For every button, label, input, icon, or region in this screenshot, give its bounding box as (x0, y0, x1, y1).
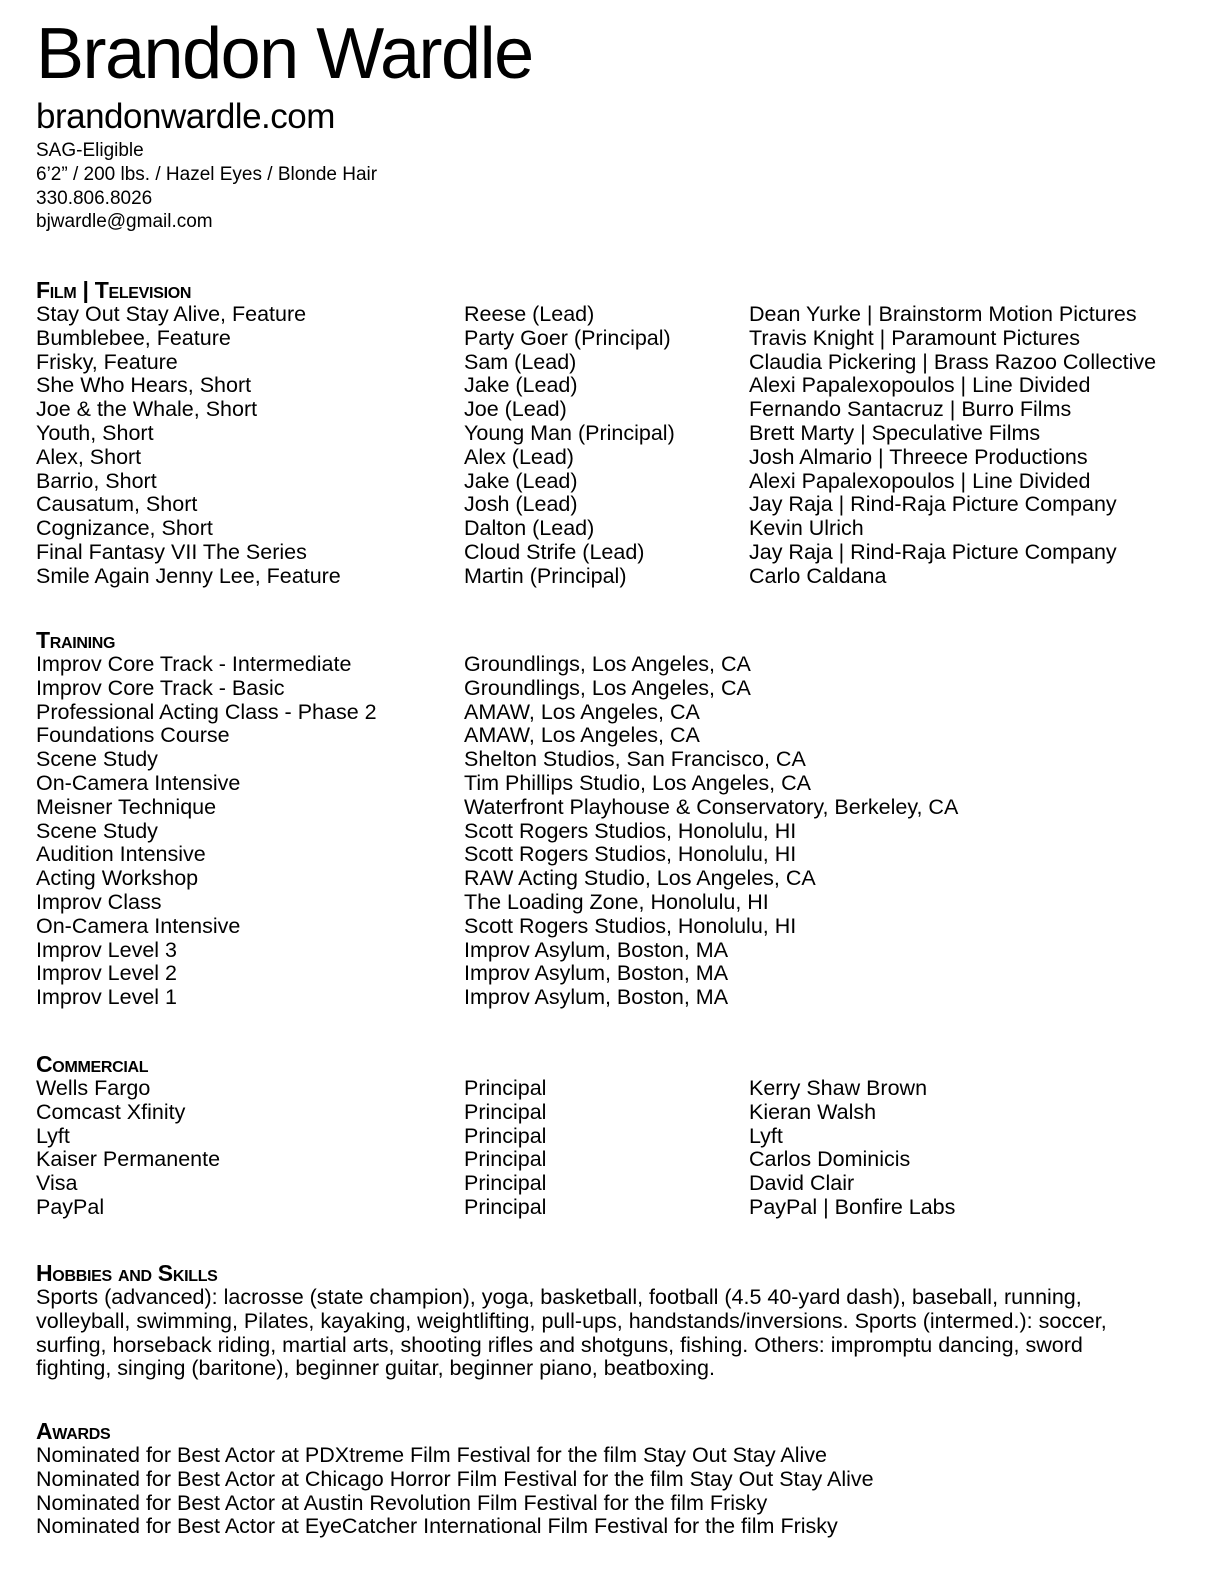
physical-stats: 6’2” / 200 lbs. / Hazel Eyes / Blonde Hair (36, 163, 378, 185)
commercial-credit-row (36, 1077, 1196, 1101)
film-credit-row (36, 565, 1196, 589)
detail-cell: Party Goer (Principal) (464, 325, 671, 350)
title-cell: Barrio, Short (36, 468, 157, 493)
title-cell: Lyft (36, 1123, 70, 1148)
title-cell: Kaiser Permanente (36, 1147, 221, 1172)
commercial-section (36, 1051, 1196, 1220)
training-row (36, 724, 1196, 748)
detail-cell: Groundlings, Los Angeles, CA (464, 675, 751, 700)
film-television-heading: Film | Television (36, 277, 192, 303)
training-row (36, 986, 1196, 1010)
credit-cell: Carlo Caldana (749, 563, 887, 588)
awards-heading: Awards (36, 1418, 111, 1444)
detail-cell: Principal (464, 1147, 547, 1172)
contact-block (36, 139, 377, 234)
detail-cell: The Loading Zone, Honolulu, HI (464, 889, 769, 914)
detail-cell: Jake (Lead) (464, 468, 578, 493)
training-row (36, 843, 1196, 867)
title-cell: Scene Study (36, 818, 158, 843)
title-cell: Improv Core Track - Intermediate (36, 652, 352, 676)
detail-cell: RAW Acting Studio, Los Angeles, CA (464, 866, 816, 891)
training-row (36, 772, 1196, 796)
credit-cell: Josh Almario | Threece Productions (749, 444, 1088, 469)
detail-cell: Tim Phillips Studio, Los Angeles, CA (464, 770, 811, 795)
credit-cell: Claudia Pickering | Brass Razoo Collective (749, 349, 1157, 374)
title-cell: Final Fantasy VII The Series (36, 539, 307, 564)
commercial-credit-row (36, 1125, 1196, 1149)
title-cell: Improv Level 3 (36, 937, 178, 962)
detail-cell: Scott Rogers Studios, Honolulu, HI (464, 842, 797, 867)
award-item: Nominated for Best Actor at EyeCatcher International Film Festival for the film Frisky (36, 1514, 838, 1539)
detail-cell: Dalton (Lead) (464, 516, 595, 541)
phone-number: 330.806.8026 (36, 187, 153, 209)
credit-cell: PayPal | Bonfire Labs (749, 1194, 956, 1219)
title-cell: Professional Acting Class - Phase 2 (36, 699, 377, 724)
detail-cell: Joe (Lead) (464, 397, 567, 422)
detail-cell: Improv Asylum, Boston, MA (464, 985, 729, 1010)
film-credit-row (36, 351, 1196, 375)
actor-name: Brandon Wardle (36, 14, 533, 94)
title-cell: Bumblebee, Feature (36, 325, 231, 350)
title-cell: Foundations Course (36, 723, 230, 748)
credit-cell: Kerry Shaw Brown (749, 1076, 928, 1100)
detail-cell: Martin (Principal) (464, 563, 627, 588)
title-cell: Scene Study (36, 747, 158, 772)
film-credit-row (36, 422, 1196, 446)
title-cell: Improv Core Track - Basic (36, 675, 285, 700)
training-heading: Training (36, 627, 116, 653)
training-row (36, 748, 1196, 772)
email-address: bjwardle@gmail.com (36, 211, 213, 233)
training-row (36, 677, 1196, 701)
training-row (36, 796, 1196, 820)
credit-cell: Alexi Papalexopoulos | Line Divided (749, 468, 1091, 493)
title-cell: Stay Out Stay Alive, Feature (36, 302, 307, 326)
film-television-section (36, 277, 1196, 589)
hobbies-skills-heading: Hobbies and Skills (36, 1260, 218, 1286)
title-cell: PayPal (36, 1194, 105, 1219)
title-cell: Audition Intensive (36, 842, 206, 867)
detail-cell: Cloud Strife (Lead) (464, 539, 645, 564)
detail-cell: Principal (464, 1076, 547, 1100)
title-cell: Visa (36, 1171, 78, 1196)
training-section (36, 627, 1196, 1010)
award-item: Nominated for Best Actor at Austin Revolution Film Festival for the film Frisky (36, 1490, 768, 1515)
detail-cell: Principal (464, 1123, 547, 1148)
title-cell: Cognizance, Short (36, 516, 213, 541)
detail-cell: Jake (Lead) (464, 373, 578, 398)
detail-cell: Scott Rogers Studios, Honolulu, HI (464, 818, 797, 843)
training-row (36, 653, 1196, 677)
title-cell: Improv Level 1 (36, 985, 178, 1010)
detail-cell: Principal (464, 1099, 547, 1124)
training-row (36, 891, 1196, 915)
training-row (36, 867, 1196, 891)
training-row (36, 915, 1196, 939)
film-credit-row (36, 493, 1196, 517)
detail-cell: Improv Asylum, Boston, MA (464, 937, 729, 962)
title-cell: Improv Level 2 (36, 961, 178, 986)
credit-cell: Brett Marty | Speculative Films (749, 420, 1041, 445)
detail-cell: Principal (464, 1194, 547, 1219)
training-row (36, 939, 1196, 963)
title-cell: On-Camera Intensive (36, 913, 241, 938)
commercial-credit-row (36, 1196, 1196, 1220)
film-credit-row (36, 470, 1196, 494)
detail-cell: Principal (464, 1171, 547, 1196)
credit-cell: Jay Raja | Rind-Raja Picture Company (749, 539, 1117, 564)
detail-cell: Groundlings, Los Angeles, CA (464, 652, 751, 676)
commercial-credit-row (36, 1148, 1196, 1172)
credit-cell: Kieran Walsh (749, 1099, 877, 1124)
detail-cell: AMAW, Los Angeles, CA (464, 699, 700, 724)
credit-cell: Kevin Ulrich (749, 516, 864, 541)
credit-cell: Lyft (749, 1123, 783, 1148)
credit-cell: David Clair (749, 1171, 855, 1196)
awards-list (36, 1444, 1196, 1539)
title-cell: Wells Fargo (36, 1076, 151, 1100)
detail-cell: Josh (Lead) (464, 492, 578, 517)
website: brandonwardle.com (36, 97, 335, 136)
award-item: Nominated for Best Actor at Chicago Horror Film Festival for the film Stay Out Stay Alive (36, 1466, 874, 1491)
training-row (36, 701, 1196, 725)
title-cell: On-Camera Intensive (36, 770, 241, 795)
detail-cell: Sam (Lead) (464, 349, 577, 374)
detail-cell: AMAW, Los Angeles, CA (464, 723, 700, 748)
hobbies-skills-section (36, 1260, 1196, 1381)
award-item: Nominated for Best Actor at PDXtreme Film Festival for the film Stay Out Stay Alive (36, 1443, 827, 1467)
credit-cell: Alexi Papalexopoulos | Line Divided (749, 373, 1091, 398)
title-cell: Improv Class (36, 889, 162, 914)
film-credit-row (36, 541, 1196, 565)
credit-cell: Jay Raja | Rind-Raja Picture Company (749, 492, 1117, 517)
commercial-credit-row (36, 1101, 1196, 1125)
title-cell: Smile Again Jenny Lee, Feature (36, 563, 341, 588)
detail-cell: Reese (Lead) (464, 302, 595, 326)
credit-cell: Fernando Santacruz | Burro Films (749, 397, 1072, 422)
title-cell: Alex, Short (36, 444, 142, 469)
commercial-heading: Commercial (36, 1051, 149, 1077)
film-credit-row (36, 517, 1196, 541)
union-status: SAG-Eligible (36, 140, 144, 161)
film-credit-row (36, 303, 1196, 327)
title-cell: Youth, Short (36, 420, 154, 445)
credit-cell: Travis Knight | Paramount Pictures (749, 325, 1081, 350)
film-credit-row (36, 398, 1196, 422)
detail-cell: Waterfront Playhouse & Conservatory, Berkeley, CA (464, 794, 959, 819)
credit-cell: Carlos Dominicis (749, 1147, 911, 1172)
training-list (36, 653, 1196, 1010)
title-cell: She Who Hears, Short (36, 373, 252, 398)
film-credit-row (36, 327, 1196, 351)
title-cell: Meisner Technique (36, 794, 217, 819)
title-cell: Acting Workshop (36, 866, 199, 891)
detail-cell: Young Man (Principal) (464, 420, 675, 445)
training-row (36, 820, 1196, 844)
detail-cell: Alex (Lead) (464, 444, 574, 469)
title-cell: Joe & the Whale, Short (36, 397, 258, 422)
commercial-credit-row (36, 1172, 1196, 1196)
detail-cell: Shelton Studios, San Francisco, CA (464, 747, 806, 772)
hobbies-skills-text: Sports (advanced): lacrosse (state champion), yoga, basketball, football (4.5 40-yard dash), baseball, running, volleyball, swimming, Pilates, kayaking, weightlifting, pull-ups, handstands/inversions. Sports (intermed.): soccer, surfing, horseback riding, martial arts, shooting rifles and shotguns, fishing. Others: impromptu dancing, sword fighting, singing (baritone), beginner guitar, beginner piano, beatboxing. (36, 1285, 1107, 1381)
title-cell: Frisky, Feature (36, 349, 178, 374)
film-credits-list (36, 303, 1196, 589)
training-row (36, 962, 1196, 986)
commercial-credits-list (36, 1077, 1196, 1220)
credit-cell: Dean Yurke | Brainstorm Motion Pictures (749, 302, 1137, 326)
detail-cell: Improv Asylum, Boston, MA (464, 961, 729, 986)
awards-section (36, 1418, 1196, 1539)
film-credit-row (36, 374, 1196, 398)
detail-cell: Scott Rogers Studios, Honolulu, HI (464, 913, 797, 938)
film-credit-row (36, 446, 1196, 470)
title-cell: Causatum, Short (36, 492, 198, 517)
title-cell: Comcast Xfinity (36, 1099, 186, 1124)
